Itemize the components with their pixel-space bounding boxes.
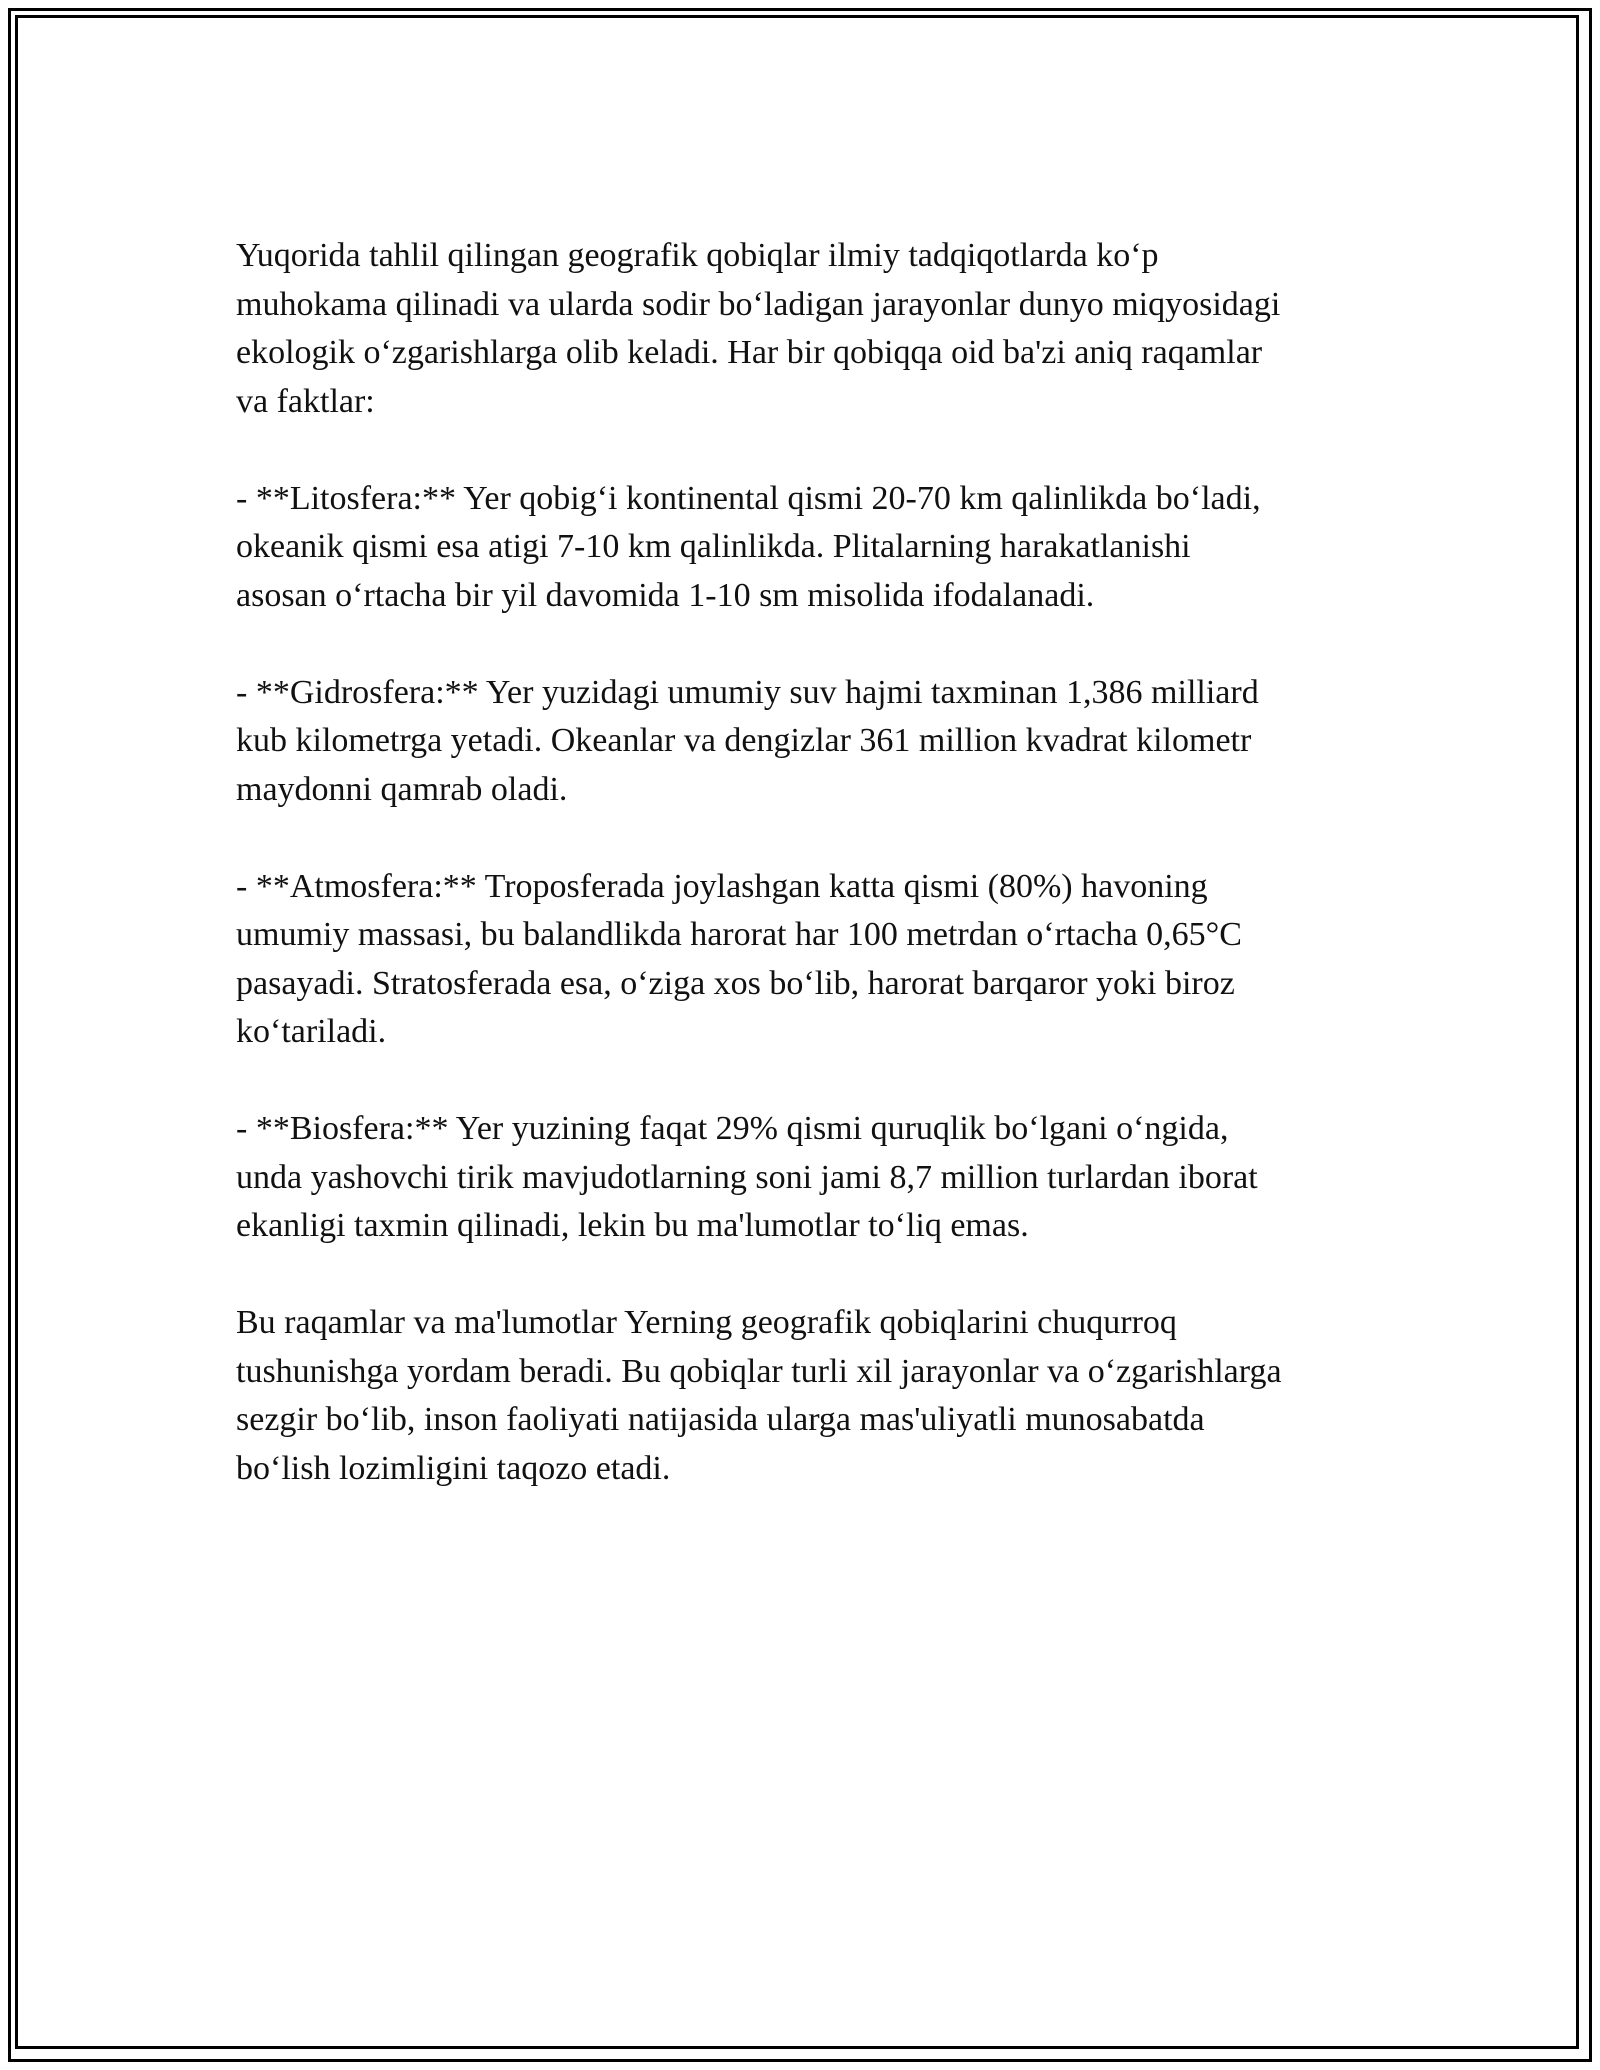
text-line: unda yashovchi tirik mavjudotlarning soni jami 8,7 million turlardan iborat bbox=[236, 1158, 1258, 1196]
text-line: tushunishga yordam beradi. Bu qobiqlar turli xil jarayonlar va oʻzgarishlarga bbox=[236, 1352, 1282, 1390]
text-line: okeanik qismi esa atigi 7-10 km qalinlikda. Plitalarning harakatlanishi bbox=[236, 528, 1191, 565]
text-line: umumiy massasi, bu balandlikda harorat har 100 metrdan oʻrtacha 0,65°C bbox=[236, 916, 1242, 953]
intro-paragraph bbox=[236, 232, 1376, 426]
text-line: asosan oʻrtacha bir yil davomida 1-10 sm misolida ifodalanadi. bbox=[236, 576, 1095, 614]
text-line: - **Litosfera:** Yer qobigʻi kontinental qismi 20-70 km qalinlikda boʻladi, bbox=[236, 479, 1261, 517]
text-line: - **Gidrosfera:** Yer yuzidagi umumiy suv hajmi taxminan 1,386 milliard bbox=[236, 673, 1259, 711]
gidrosfera-paragraph bbox=[236, 669, 1376, 815]
text-line: - **Atmosfera:** Troposferada joylashgan katta qismi (80%) havoning bbox=[236, 867, 1208, 905]
text-line: Yuqorida tahlil qilingan geografik qobiqlar ilmiy tadqiqotlarda koʻp bbox=[236, 237, 1159, 274]
text-line: - **Biosfera:** Yer yuzining faqat 29% qismi quruqlik boʻlgani oʻngida, bbox=[236, 1110, 1229, 1147]
text-line: maydonni qamrab oladi. bbox=[236, 770, 568, 808]
text-line: pasayadi. Stratosferada esa, oʻziga xos boʻlib, harorat barqaror yoki biroz bbox=[236, 964, 1235, 1002]
text-line: sezgir boʻlib, inson faoliyati natijasida ularga mas'uliyatli munosabatda bbox=[236, 1401, 1205, 1438]
document-body bbox=[236, 232, 1376, 1493]
text-line: muhokama qilinadi va ularda sodir boʻladigan jarayonlar dunyo miqyosidagi bbox=[236, 285, 1281, 323]
text-line: kub kilometrga yetadi. Okeanlar va dengizlar 361 million kvadrat kilometr bbox=[236, 722, 1252, 759]
biosfera-paragraph bbox=[236, 1105, 1376, 1251]
atmosfera-paragraph bbox=[236, 863, 1376, 1057]
text-line: ekologik oʻzgarishlarga olib keladi. Har bir qobiqqa oid ba'zi aniq raqamlar bbox=[236, 334, 1263, 371]
text-line: boʻlish lozimligini taqozo etadi. bbox=[236, 1449, 671, 1487]
text-line: va faktlar: bbox=[236, 382, 375, 420]
litosfera-paragraph bbox=[236, 475, 1376, 621]
text-line: Bu raqamlar va ma'lumotlar Yerning geografik qobiqlarini chuqurroq bbox=[236, 1304, 1177, 1341]
text-line: ekanligi taxmin qilinadi, lekin bu ma'lumotlar toʻliq emas. bbox=[236, 1207, 1029, 1244]
text-line: koʻtariladi. bbox=[236, 1013, 387, 1050]
conclusion-paragraph bbox=[236, 1299, 1376, 1493]
